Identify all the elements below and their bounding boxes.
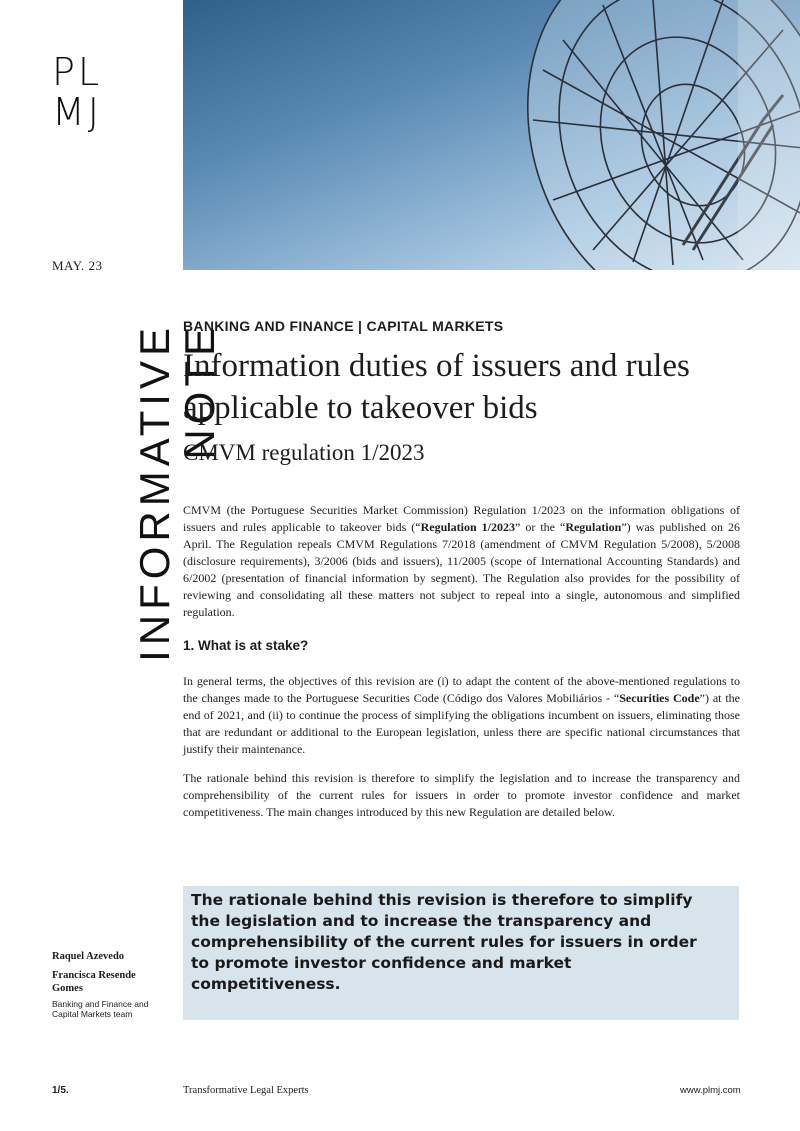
author-team: Banking and Finance and Capital Markets team (52, 999, 149, 1019)
practice-area-kicker: BANKING AND FINANCE | CAPITAL MARKETS (183, 318, 504, 334)
page-subtitle: CMVM regulation 1/2023 (183, 440, 425, 465)
vertical-title-line-2: NOTE (176, 323, 223, 460)
publication-date: MAY. 23 (52, 258, 103, 273)
footer-website-link[interactable]: www.plmj.com (680, 1085, 741, 1096)
s1-bold: Securities Code (619, 691, 700, 705)
intro-paragraph (183, 502, 740, 621)
intro-text-2: ” or the “ (514, 520, 566, 534)
hero-image (183, 0, 800, 270)
s1-text-1: In general terms, the objectives of this revision are (i) to adapt the content of the above-mentioned regulations to the changes made to the Portuguese Securities Code (Código dos Valores Mobiliários - “ (183, 674, 740, 705)
section1-paragraph-2: The rationale behind this revision is therefore to simplify the legislation and to increase the transparency and comprehensibility of the current rules for issuers in order to promote investor confidence and market competitiveness. The main changes introduced by this new Regulation are detailed below. (183, 771, 740, 819)
page-number: 1/5. (52, 1085, 69, 1096)
callout-text: The rationale behind this revision is therefore to simplify the legislation and to increase the transparency and comprehensibility of the current rules for issuers in order to promote investor confidence and market competitiveness. (191, 891, 697, 993)
section1-paragraph-1 (183, 673, 740, 758)
authors-block (52, 950, 162, 1019)
s1-text-2: ”) at the end of 2021, and (ii) to continue the process of simplifying the obligations incumbent on issuers, eliminating those that are redundant or additional to the European legislation, unless there are specific national circumstances that justify their maintenance. (183, 691, 740, 756)
intro-bold-1: Regulation 1/2023 (420, 520, 515, 534)
vertical-title-line-1: INFORMATIVE (131, 323, 178, 662)
author-name-2: Francisca Resende Gomes (52, 970, 136, 994)
page-title: Information duties of issuers and rules applicable to takeover bids (183, 348, 690, 426)
logo-line-1: PL (52, 50, 103, 94)
footer-tagline: Transformative Legal Experts (183, 1085, 309, 1096)
author-name-1: Raquel Azevedo (52, 951, 125, 962)
section-heading: 1. What is at stake? (183, 638, 309, 653)
intro-text-3: ”) was published on 26 April. The Regulation repeals CMVM Regulations 7/2018 (amendment of CMVM Regulation 5/2008), 5/2008 (disclosure requirements), 3/2006 (bids and issuers), 11/2005 (scope of International Accounting Standards) and 6/2002 (presentation of financial information by segment). The Regulation also provides for the possibility of reviewing and consolidating all these matters not subject to repeal into a single, autonomous and simplified regulation. (183, 520, 740, 619)
intro-bold-2: Regulation (565, 520, 622, 534)
satellite-dish-image (183, 0, 800, 270)
plmj-logo (52, 52, 132, 142)
intro-text-1: CMVM (the Portuguese Securities Market Commission) Regulation 1/2023 on the information obligations of issuers and rules applicable to takeover bids (“ (183, 503, 740, 534)
logo-line-2: MJ (52, 90, 102, 134)
callout-box (183, 886, 739, 1020)
